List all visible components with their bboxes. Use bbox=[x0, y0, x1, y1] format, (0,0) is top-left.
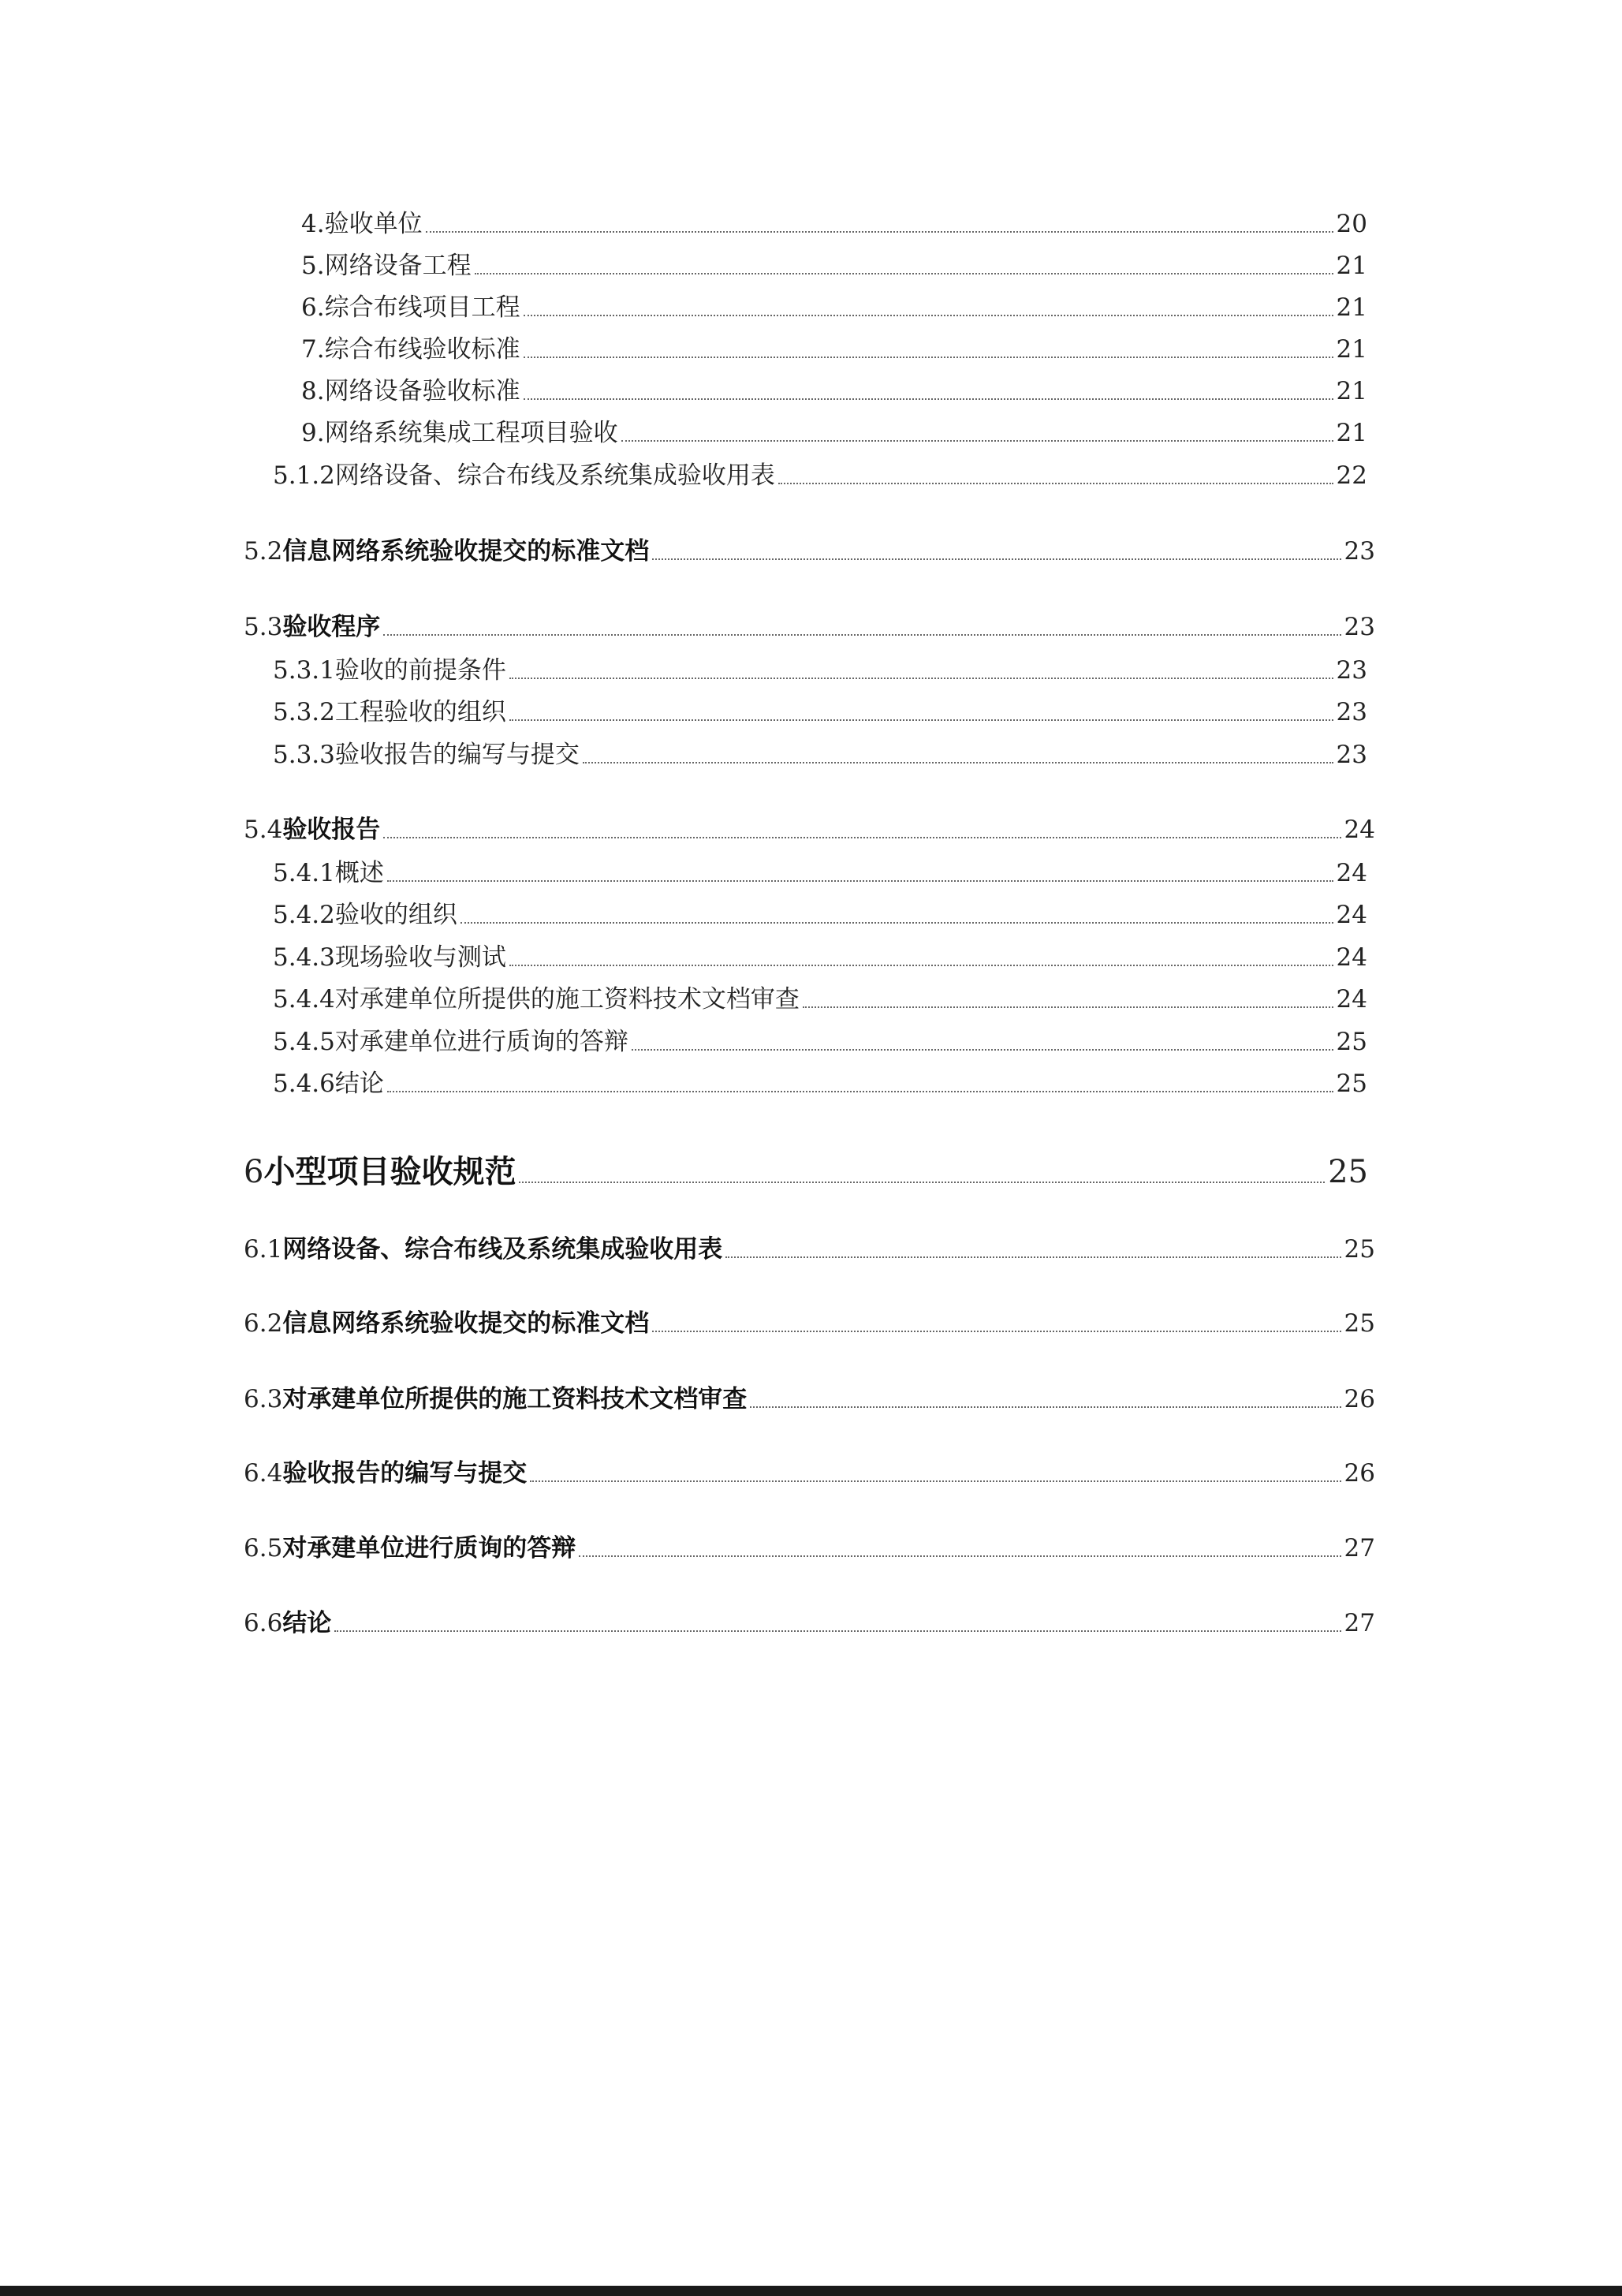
dot-leader bbox=[583, 762, 1333, 763]
toc-entry-page: 23 bbox=[1336, 698, 1367, 726]
toc-entry-title: 网络设备工程 bbox=[324, 252, 472, 280]
toc-entry-title: 对承建单位进行质询的答辩 bbox=[334, 1028, 628, 1056]
dot-leader bbox=[524, 315, 1333, 316]
toc-entry-title: 结论 bbox=[282, 1609, 332, 1637]
dot-leader bbox=[524, 398, 1333, 400]
toc-entry-page: 26 bbox=[1344, 1385, 1375, 1413]
toc-entry-page: 26 bbox=[1344, 1459, 1375, 1488]
toc-entry[interactable] bbox=[244, 1606, 1375, 1641]
toc-entry-title: 验收单位 bbox=[324, 210, 423, 238]
toc-entry-title: 现场验收与测试 bbox=[334, 943, 506, 972]
dot-leader bbox=[621, 440, 1333, 442]
toc-entry-title: 验收报告 bbox=[282, 816, 381, 844]
toc-entry-number: 5.4.6 bbox=[273, 1070, 335, 1098]
toc-entry-number: 6.4 bbox=[244, 1459, 283, 1488]
toc-entry-title: 网络系统集成工程项目验收 bbox=[324, 419, 618, 447]
toc-entry-number: 6 bbox=[244, 1154, 264, 1190]
toc-entry[interactable] bbox=[273, 1025, 1367, 1059]
toc-entry[interactable] bbox=[273, 898, 1367, 932]
toc-entry-page: 25 bbox=[1336, 1028, 1367, 1056]
toc-entry-number: 5.1.2 bbox=[273, 461, 335, 490]
toc-entry-page: 21 bbox=[1336, 252, 1367, 280]
toc-entry-title: 概述 bbox=[334, 859, 384, 887]
toc-entry[interactable] bbox=[244, 1306, 1375, 1341]
toc-entry[interactable] bbox=[273, 940, 1367, 975]
dot-leader bbox=[509, 965, 1333, 966]
toc-entry-title: 结论 bbox=[334, 1070, 384, 1098]
toc-entry[interactable] bbox=[273, 695, 1367, 730]
toc-entry-page: 21 bbox=[1336, 377, 1367, 405]
toc-entry-page: 25 bbox=[1344, 1309, 1375, 1338]
toc-entry-title: 验收的组织 bbox=[334, 901, 457, 929]
toc-entry-number: 6.1 bbox=[244, 1235, 283, 1264]
toc-entry-number: 5.4.2 bbox=[273, 901, 335, 929]
dot-leader bbox=[778, 483, 1333, 484]
toc-entry-title: 信息网络系统验收提交的标准文档 bbox=[282, 537, 650, 566]
toc-entry-title: 网络设备验收标准 bbox=[324, 377, 520, 405]
toc-entry[interactable] bbox=[244, 534, 1375, 569]
toc-entry-number: 6.5 bbox=[244, 1534, 283, 1562]
toc-entry[interactable] bbox=[273, 458, 1367, 493]
toc-entry-number: 6.2 bbox=[244, 1309, 283, 1338]
dot-leader bbox=[383, 634, 1340, 636]
dot-leader bbox=[387, 880, 1333, 882]
dot-leader bbox=[509, 678, 1333, 679]
toc-entry-page: 25 bbox=[1344, 1235, 1375, 1264]
toc-entry[interactable] bbox=[273, 1066, 1367, 1101]
dot-leader bbox=[652, 558, 1340, 560]
toc-entry-page: 27 bbox=[1344, 1609, 1375, 1637]
toc-entry-page: 24 bbox=[1336, 859, 1367, 887]
toc-entry[interactable] bbox=[244, 812, 1375, 847]
toc-entry[interactable] bbox=[244, 1531, 1375, 1566]
toc-entry-number: 9. bbox=[301, 419, 325, 447]
toc-entry-number: 5.3.1 bbox=[273, 656, 335, 685]
dot-leader bbox=[725, 1256, 1340, 1258]
toc-entry-number: 5.4 bbox=[244, 816, 283, 844]
toc-entry[interactable] bbox=[301, 290, 1367, 325]
toc-entry[interactable] bbox=[244, 610, 1375, 644]
toc-entry[interactable] bbox=[301, 207, 1367, 241]
toc-entry-title: 工程验收的组织 bbox=[334, 698, 506, 726]
toc-entry-title: 验收程序 bbox=[282, 613, 381, 641]
toc-entry-page: 24 bbox=[1336, 985, 1367, 1014]
toc-entry-number: 5.4.4 bbox=[273, 985, 335, 1014]
toc-entry-page: 22 bbox=[1336, 461, 1367, 490]
dot-leader bbox=[460, 922, 1333, 924]
toc-entry-page: 23 bbox=[1336, 741, 1367, 769]
toc-entry-page: 25 bbox=[1336, 1070, 1367, 1098]
dot-leader bbox=[530, 1480, 1340, 1482]
toc-entry-title: 小型项目验收规范 bbox=[263, 1153, 516, 1190]
dot-leader bbox=[750, 1406, 1340, 1408]
toc-entry-page: 23 bbox=[1344, 537, 1375, 566]
dot-leader bbox=[579, 1555, 1340, 1557]
toc-entry[interactable] bbox=[244, 1150, 1368, 1194]
toc-entry[interactable] bbox=[301, 248, 1367, 283]
toc-entry-title: 综合布线项目工程 bbox=[324, 293, 520, 322]
toc-entry-page: 24 bbox=[1344, 816, 1375, 844]
toc-entry-page: 21 bbox=[1336, 293, 1367, 322]
toc-entry-title: 验收的前提条件 bbox=[334, 656, 506, 685]
dot-leader bbox=[387, 1091, 1333, 1092]
toc-entry-number: 5.3.3 bbox=[273, 741, 335, 769]
dot-leader bbox=[383, 837, 1340, 838]
toc-entry-title: 对承建单位进行质询的答辩 bbox=[282, 1534, 576, 1562]
toc-entry-page: 27 bbox=[1344, 1534, 1375, 1562]
toc-entry-number: 4. bbox=[301, 210, 325, 238]
toc-entry-number: 6.3 bbox=[244, 1385, 283, 1413]
toc-entry[interactable] bbox=[244, 1382, 1375, 1417]
toc-entry[interactable] bbox=[273, 653, 1367, 688]
toc-entry[interactable] bbox=[273, 737, 1367, 772]
toc-entry-page: 23 bbox=[1344, 613, 1375, 641]
toc-entry-number: 5.4.1 bbox=[273, 859, 335, 887]
toc-entry-title: 对承建单位所提供的施工资料技术文档审查 bbox=[282, 1385, 748, 1413]
toc-entry-page: 24 bbox=[1336, 901, 1367, 929]
dot-leader bbox=[509, 719, 1333, 721]
toc-entry[interactable] bbox=[301, 416, 1367, 450]
toc-entry-page: 25 bbox=[1328, 1154, 1368, 1190]
toc-entry-title: 对承建单位所提供的施工资料技术文档审查 bbox=[334, 985, 800, 1014]
toc-entry-number: 5.3.2 bbox=[273, 698, 335, 726]
toc-entry[interactable] bbox=[273, 856, 1367, 890]
dot-leader bbox=[524, 357, 1333, 358]
toc-entry-number: 5. bbox=[301, 252, 325, 280]
toc-entry[interactable] bbox=[301, 332, 1367, 367]
dot-leader bbox=[475, 273, 1333, 274]
dot-leader bbox=[426, 231, 1333, 233]
toc-entry-title: 验收报告的编写与提交 bbox=[334, 741, 580, 769]
dot-leader bbox=[334, 1630, 1340, 1632]
toc-entry[interactable] bbox=[244, 1232, 1375, 1267]
dot-leader bbox=[519, 1182, 1325, 1183]
toc-entry-page: 20 bbox=[1336, 210, 1367, 238]
toc-entry-number: 8. bbox=[301, 377, 325, 405]
toc-entry[interactable] bbox=[273, 982, 1367, 1017]
toc-entry-title: 验收报告的编写与提交 bbox=[282, 1459, 528, 1488]
toc-entry-number: 5.4.5 bbox=[273, 1028, 335, 1056]
dot-leader bbox=[632, 1049, 1333, 1051]
toc-entry-number: 7. bbox=[301, 335, 325, 364]
toc-entry[interactable] bbox=[244, 1456, 1375, 1491]
toc-entry-number: 6. bbox=[301, 293, 325, 322]
toc-entry-title: 综合布线验收标准 bbox=[324, 335, 520, 364]
toc-entry-number: 5.4.3 bbox=[273, 943, 335, 972]
toc-entry-page: 23 bbox=[1336, 656, 1367, 685]
dot-leader bbox=[803, 1006, 1333, 1008]
toc-entry[interactable] bbox=[301, 374, 1367, 409]
toc-entry-number: 5.2 bbox=[244, 537, 283, 566]
toc-entry-number: 5.3 bbox=[244, 613, 283, 641]
toc-entry-page: 21 bbox=[1336, 335, 1367, 364]
toc-entry-page: 21 bbox=[1336, 419, 1367, 447]
toc-entry-page: 24 bbox=[1336, 943, 1367, 972]
page-bottom-border bbox=[0, 2286, 1622, 2296]
toc-entry-title: 信息网络系统验收提交的标准文档 bbox=[282, 1309, 650, 1338]
toc-entry-title: 网络设备、综合布线及系统集成验收用表 bbox=[334, 461, 775, 490]
toc-entry-title: 网络设备、综合布线及系统集成验收用表 bbox=[282, 1235, 723, 1264]
dot-leader bbox=[652, 1331, 1340, 1332]
toc-entry-number: 6.6 bbox=[244, 1609, 283, 1637]
